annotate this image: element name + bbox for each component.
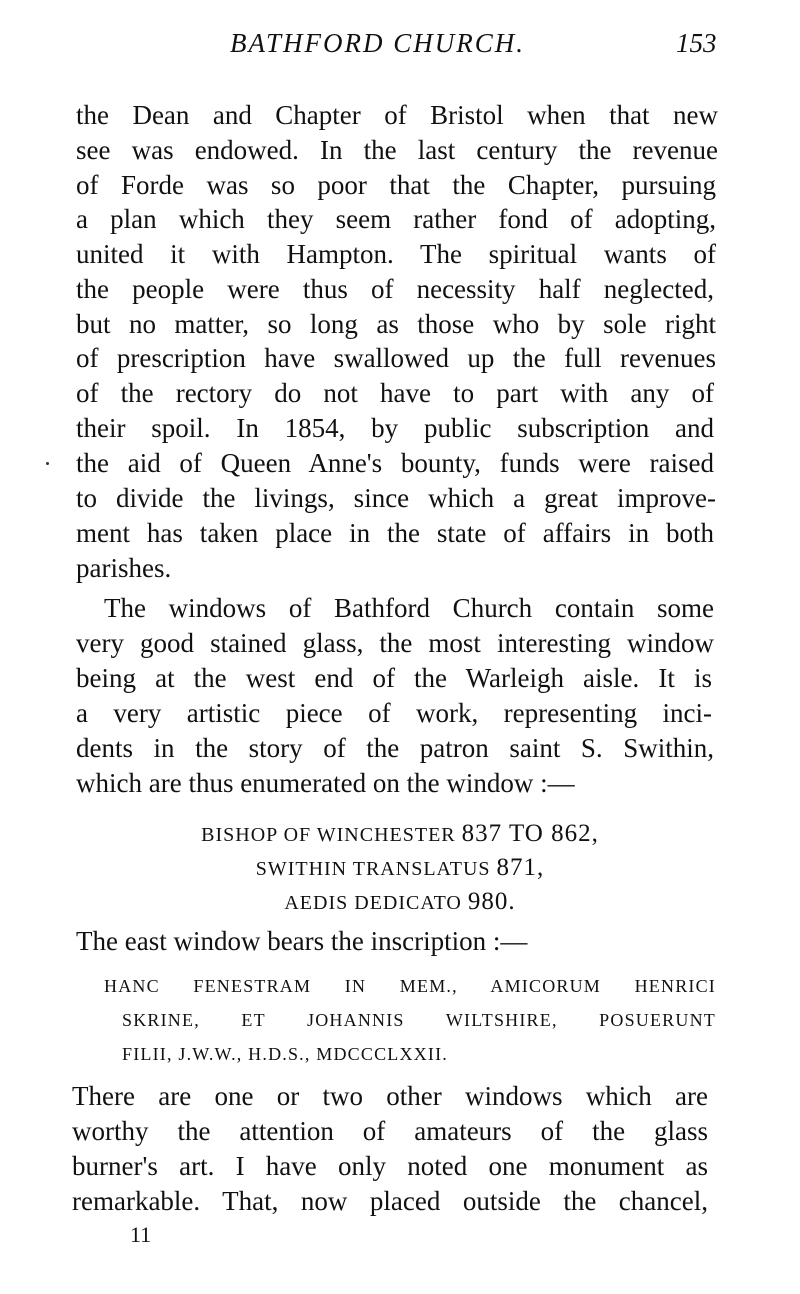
- text-line: a plan which they seem rather fond of adopting,: [76, 204, 716, 234]
- inscription-text: SWITHIN TRANSLATUS: [255, 858, 491, 880]
- text-line: remarkable. That, now placed outside the chancel,: [72, 1186, 708, 1216]
- text-line: of prescription have swallowed up the full revenues: [76, 343, 716, 373]
- text-line: The east window bears the inscription :—: [76, 926, 528, 956]
- window-inscription-line: [0, 888, 800, 916]
- window-inscription-line: [0, 820, 800, 848]
- inscription-dates: 837 TO 862,: [461, 820, 599, 847]
- text-line: the Dean and Chapter of Bristol when that new: [76, 100, 718, 130]
- page-header: [0, 28, 800, 68]
- text-line: very good stained glass, the most interesting window: [76, 628, 714, 658]
- text-line: The windows of Bathford Church contain some: [104, 593, 714, 623]
- text-line: burner's art. I have only noted one monument as: [72, 1151, 708, 1181]
- text-line: dents in the story of the patron saint S. Swithin,: [76, 733, 714, 763]
- window-inscription-line: [0, 854, 800, 882]
- text-line: of the rectory do not have to part with any of: [76, 378, 714, 408]
- running-head: BATHFORD CHURCH.: [230, 28, 525, 58]
- text-line: ment has taken place in the state of affairs in both: [76, 518, 714, 548]
- east-inscription-line: SKRINE, ET JOHANNIS WILTSHIRE, POSUERUNT: [122, 1010, 716, 1030]
- text-line: of Forde was so poor that the Chapter, pursuing: [76, 170, 716, 200]
- text-line: a very artistic piece of work, representing inci-: [76, 698, 712, 728]
- text-line: being at the west end of the Warleigh aisle. It is: [76, 663, 712, 693]
- text-line: which are thus enumerated on the window :—: [76, 768, 575, 798]
- text-line: parishes.: [76, 553, 172, 583]
- ink-speck: [46, 462, 49, 465]
- inscription-text: BISHOP OF WINCHESTER: [201, 824, 456, 846]
- inscription-text: AEDIS DEDICATO: [284, 892, 462, 914]
- inscription-dates: 871,: [496, 854, 545, 881]
- east-inscription-line: HANC FENESTRAM IN MEM., AMICORUM HENRICI: [104, 976, 716, 996]
- text-line: the people were thus of necessity half neglected,: [76, 274, 714, 304]
- text-line: to divide the livings, since which a great improve-: [76, 483, 716, 513]
- text-line: worthy the attention of amateurs of the glass: [72, 1116, 708, 1146]
- signature-mark: 11: [130, 1222, 152, 1247]
- text-line: but no matter, so long as those who by sole right: [76, 309, 716, 339]
- inscription-dates: 980.: [467, 888, 516, 915]
- text-line: There are one or two other windows which are: [72, 1081, 708, 1111]
- text-line: their spoil. In 1854, by public subscription and: [76, 413, 714, 443]
- text-line: see was endowed. In the last century the revenue: [76, 135, 718, 165]
- east-inscription-line: FILII, J.W.W., H.D.S., MDCCCLXXII.: [122, 1044, 448, 1064]
- text-line: the aid of Queen Anne's bounty, funds were raised: [76, 448, 714, 478]
- page-number: 153: [676, 28, 717, 58]
- text-line: united it with Hampton. The spiritual wants of: [76, 239, 716, 269]
